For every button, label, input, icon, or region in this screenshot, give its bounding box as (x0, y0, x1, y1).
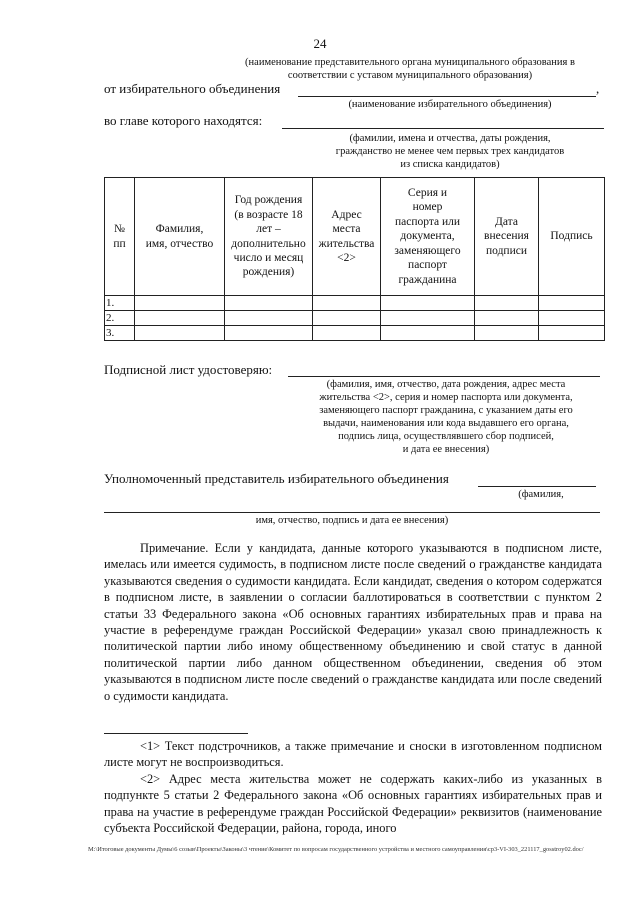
certify-caption-line: заменяющего паспорт гражданина, с указанием даты его (319, 405, 573, 416)
footnote-2: <2> Адрес места жительства может не содержать каких-либо из указанных в подпункте 5 статьи 2 Федерального закона «Об основных гарантиях избирательных прав и права на участие в референдуме граждан Российской Федерации» реквизитов (наименование субъекта Российской Федерации, района, города, иного (104, 772, 602, 836)
table-cell[interactable] (381, 296, 475, 311)
table-cell[interactable] (225, 311, 313, 326)
certify-caption-line: жительства <2>, серия и номер паспорта или документа, (319, 392, 573, 403)
certify-caption (290, 378, 602, 456)
table-row (105, 326, 605, 341)
certify-caption-line: выдачи, наименования или кода выдавшего его органа, (323, 418, 569, 429)
table-cell[interactable] (313, 326, 381, 341)
head-caption (290, 132, 610, 171)
representative-label: Уполномоченный представитель избирательного объединения (104, 471, 449, 486)
certify-caption-line: и дата ее внесения) (402, 444, 490, 455)
header-address: Адрес места жительства <2> (313, 178, 381, 296)
from-field-line[interactable] (298, 96, 596, 97)
row-number: 3. (105, 326, 135, 341)
from-label: от избирательного объединения (104, 81, 281, 96)
top-caption (200, 56, 620, 82)
table-cell[interactable] (475, 296, 539, 311)
representative-caption-1: (фамилия, (518, 489, 564, 500)
table-cell[interactable] (381, 311, 475, 326)
header-number: № пп (105, 178, 135, 296)
header-passport: Серия и номер паспорта или документа, заменяющего паспорт гражданина (381, 178, 475, 296)
table-cell[interactable] (135, 326, 225, 341)
header-full-name: Фамилия, имя, отчество (135, 178, 225, 296)
head-caption-line: гражданство не менее чем первых трех кандидатов (335, 146, 565, 157)
remark-paragraph: Примечание. Если у кандидата, данные которого указываются в подписном листе, имелась или имеется судимость, в подписном листе после сведений о гражданстве кандидата указываются сведения о судимости кандидата. Если кандидат, сведения о котором содержатся в подписном листе, в заявлении о согласии баллотироваться в соответствии с пунктом 2 статьи 33 Федерального закона «Об основных гарантиях избирательных прав и права на участие в референдуме граждан Российской Федерации» указал свою принадлежность к политической партии либо иному общественному объединению и свой статус в данной политической партии либо данном общественном объединении, сведения об этом указываются в подписном листе после сведений о гражданстве кандидата или после сведений о судимости кандидата. (104, 541, 602, 703)
table-cell[interactable] (225, 326, 313, 341)
table-cell[interactable] (135, 296, 225, 311)
table-cell[interactable] (381, 326, 475, 341)
representative-field-line[interactable] (478, 486, 596, 487)
certify-caption-line: подпись лица, осуществлявшего сбор подписей, (338, 431, 554, 442)
footnote-1: <1> Текст подстрочников, а также примечание и сноски в изготовленном подписном листе могут не воспроизводиться. (104, 739, 602, 770)
table-cell[interactable] (475, 326, 539, 341)
table-cell[interactable] (313, 311, 381, 326)
certify-caption-line: (фамилия, имя, отчество, дата рождения, адрес места (326, 379, 566, 390)
row-number: 2. (105, 311, 135, 326)
top-caption-line: (наименование представительного органа муниципального образования в (245, 57, 575, 68)
table-row (105, 296, 605, 311)
page-number: 24 (313, 36, 327, 51)
top-caption-line: соответствии с уставом муниципального образования) (287, 70, 533, 81)
head-caption-line: (фамилии, имена и отчества, даты рождения, (349, 133, 551, 144)
certify-field-line[interactable] (288, 376, 600, 377)
head-field-line[interactable] (282, 128, 604, 129)
table-cell[interactable] (225, 296, 313, 311)
table-cell[interactable] (313, 296, 381, 311)
footer-file-path: M:\Итоговые документы Думы\6 созыв\Проекты\Законы\3 чтение\Комитет по вопросам государственного устройства и местного самоуправления\ср3-VI-303_221117_gosstroy02.doc/ (88, 846, 584, 853)
header-birth-year: Год рождения (в возрасте 18 лет – дополнительно число и месяц рождения) (225, 178, 313, 296)
head-caption-line: из списка кандидатов) (400, 159, 500, 170)
representative-field-line-2[interactable] (104, 512, 600, 513)
from-caption: (наименование избирательного объединения) (348, 99, 552, 110)
header-date: Дата внесения подписи (475, 178, 539, 296)
representative-caption-2: имя, отчество, подпись и дата ее внесения) (255, 515, 449, 526)
head-label: во главе которого находятся: (104, 113, 263, 128)
table-cell[interactable] (475, 311, 539, 326)
from-comma: , (596, 81, 600, 96)
signature-table (104, 177, 605, 341)
footnote-divider (104, 733, 248, 734)
row-number: 1. (105, 296, 135, 311)
certify-label: Подписной лист удостоверяю: (104, 362, 273, 377)
table-cell[interactable] (539, 326, 605, 341)
table-cell[interactable] (539, 311, 605, 326)
header-signature: Подпись (539, 178, 605, 296)
table-cell[interactable] (135, 311, 225, 326)
table-cell[interactable] (539, 296, 605, 311)
table-header-row (105, 178, 605, 296)
table-row (105, 311, 605, 326)
